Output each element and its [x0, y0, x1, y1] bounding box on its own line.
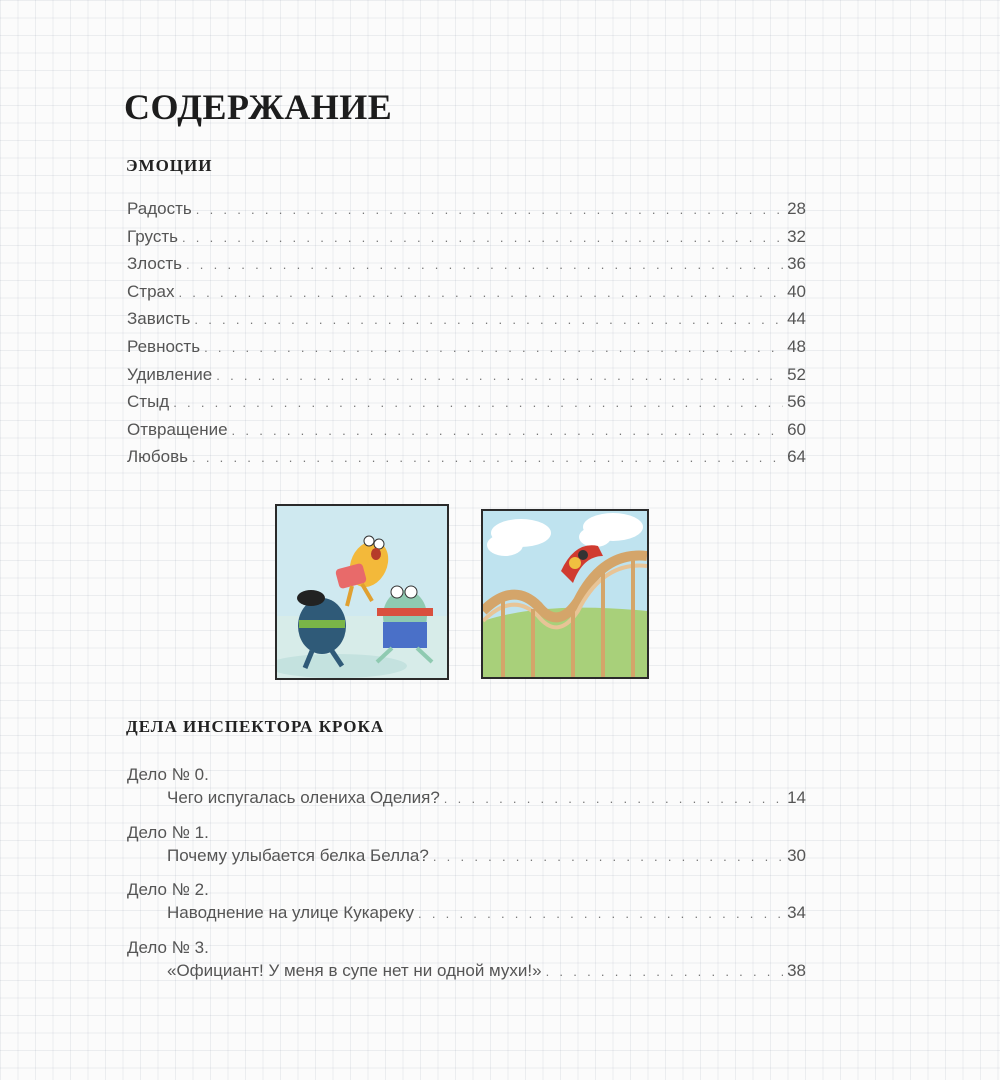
toc-entry[interactable] [127, 420, 806, 448]
toc-entry-label: Отвращение [127, 419, 228, 439]
case-number: Дело № 2. [127, 880, 209, 900]
case-row [127, 788, 806, 814]
toc-entry[interactable] [127, 199, 806, 227]
dancing-monsters-icon [277, 506, 447, 678]
dot-leader [216, 368, 783, 383]
toc-page-number: 48 [787, 336, 806, 356]
toc-page-number: 32 [787, 226, 806, 246]
page-title: СОДЕРЖАНИЕ [124, 87, 393, 127]
toc-entry-label: Любовь [127, 447, 188, 467]
toc-page-number: 44 [787, 309, 806, 329]
case-entry[interactable] [127, 877, 806, 935]
toc-entry[interactable] [127, 365, 806, 393]
toc-page-number: 56 [787, 392, 806, 412]
toc-entry[interactable] [127, 254, 806, 282]
dot-leader [186, 257, 783, 272]
case-title: Чего испугалась олениха Оделия? [167, 788, 440, 807]
dancing-monsters-illustration [275, 504, 449, 680]
dot-leader [204, 340, 783, 355]
case-number: Дело № 0. [127, 765, 209, 784]
case-page-number: 34 [787, 903, 806, 923]
dot-leader [182, 230, 783, 245]
section-title-cases: ДЕЛА ИНСПЕКТОРА КРОКА [126, 717, 385, 736]
toc-entry-label: Радость [127, 199, 192, 218]
case-page-number: 38 [787, 960, 806, 980]
toc-page-number: 60 [787, 419, 806, 439]
toc-entry[interactable] [127, 447, 806, 475]
case-title: Наводнение на улице Кукареку [167, 903, 415, 923]
dot-leader [192, 450, 783, 465]
toc-page-number: 28 [787, 199, 806, 218]
toc-page-number: 64 [787, 447, 806, 467]
case-row [127, 961, 806, 987]
toc-entry[interactable] [127, 392, 806, 420]
toc-entry-label: Страх [127, 281, 175, 301]
toc-entry-label: Злость [127, 254, 182, 274]
case-row [127, 903, 806, 929]
case-page-number: 14 [787, 788, 806, 807]
cases-toc-list [127, 762, 806, 992]
case-number: Дело № 3. [127, 937, 209, 957]
case-entry[interactable] [127, 935, 806, 993]
rollercoaster-illustration [481, 509, 649, 679]
dot-leader [194, 312, 783, 327]
case-row [127, 846, 806, 872]
dot-leader [418, 906, 783, 921]
case-title: Почему улыбается белка Белла? [167, 845, 429, 865]
toc-page-number: 40 [787, 281, 806, 301]
dot-leader [444, 791, 783, 806]
toc-entry[interactable] [127, 282, 806, 310]
toc-entry-label: Удивление [127, 364, 213, 384]
toc-entry-label: Стыд [127, 392, 170, 412]
dot-leader [173, 395, 783, 410]
emotions-toc-list [127, 199, 806, 475]
toc-entry[interactable] [127, 309, 806, 337]
case-number: Дело № 1. [127, 822, 209, 842]
toc-entry[interactable] [127, 227, 806, 255]
dot-leader [232, 423, 784, 438]
dot-leader [546, 964, 783, 979]
dot-leader [196, 202, 783, 217]
section-title-emotions: ЭМОЦИИ [126, 156, 213, 175]
dot-leader [433, 849, 783, 864]
case-entry[interactable] [127, 762, 806, 820]
case-entry[interactable] [127, 820, 806, 878]
case-title: «Официант! У меня в супе нет ни одной мухи!» [167, 960, 542, 980]
dot-leader [178, 285, 783, 300]
toc-page-number: 52 [787, 364, 806, 384]
case-page-number: 30 [787, 845, 806, 865]
toc-entry-label: Грусть [127, 226, 178, 246]
toc-entry-label: Зависть [127, 309, 191, 329]
toc-entry-label: Ревность [127, 336, 201, 356]
rollercoaster-icon [483, 511, 647, 677]
toc-entry[interactable] [127, 337, 806, 365]
toc-page-number: 36 [787, 254, 806, 274]
